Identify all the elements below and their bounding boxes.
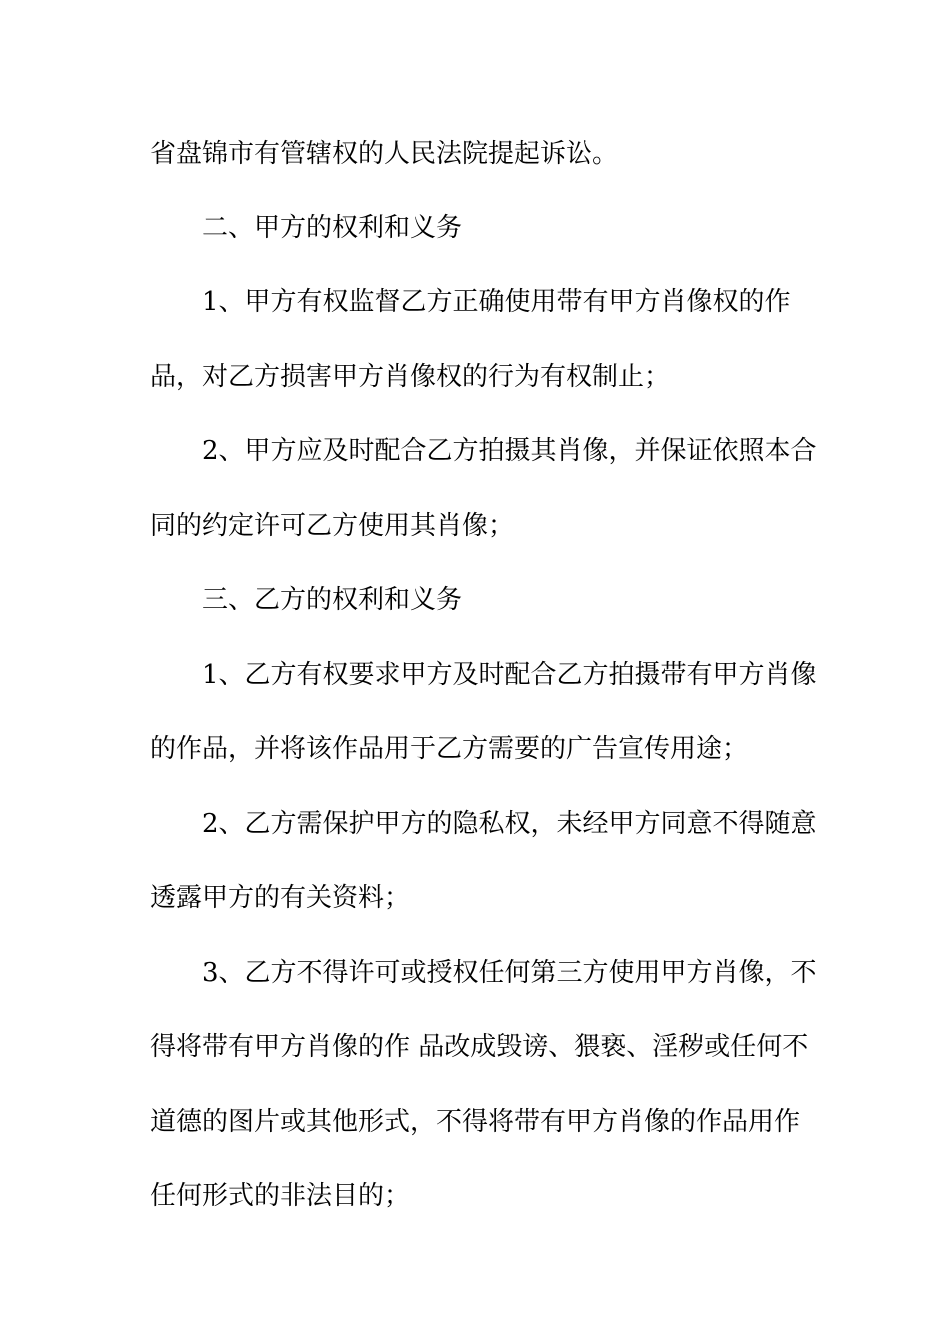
text-line: 省盘锦市有管辖权的人民法院提起诉讼。 (150, 139, 619, 169)
text-line: 2、甲方应及时配合乙方拍摄其肖像，并保证依照本合 (202, 436, 817, 466)
text-line: 道德的图片或其他形式，不得将带有甲方肖像的作品用作 (150, 1107, 801, 1137)
section-heading: 二、甲方的权利和义务 (202, 213, 463, 243)
text-line: 得将带有甲方肖像的作 品改成毁谤、猥亵、淫秽或任何不 (150, 1032, 809, 1062)
text-line: 同的约定许可乙方使用其肖像； (150, 511, 515, 541)
text-line: 的作品，并将该作品用于乙方需要的广告宣传用途； (150, 734, 749, 764)
text-line: 3、乙方不得许可或授权任何第三方使用甲方肖像，不 (202, 958, 817, 988)
text-line: 任何形式的非法目的； (150, 1181, 411, 1211)
text-line: 透露甲方的有关资料； (150, 883, 411, 913)
section-heading: 三、乙方的权利和义务 (202, 585, 463, 615)
text-line: 1、甲方有权监督乙方正确使用带有甲方肖像权的作 (202, 287, 791, 317)
text-line: 品，对乙方损害甲方肖像权的行为有权制止； (150, 362, 671, 392)
text-line: 1、乙方有权要求甲方及时配合乙方拍摄带有甲方肖像 (202, 660, 817, 690)
text-line: 2、乙方需保护甲方的隐私权，未经甲方同意不得随意 (202, 809, 817, 839)
